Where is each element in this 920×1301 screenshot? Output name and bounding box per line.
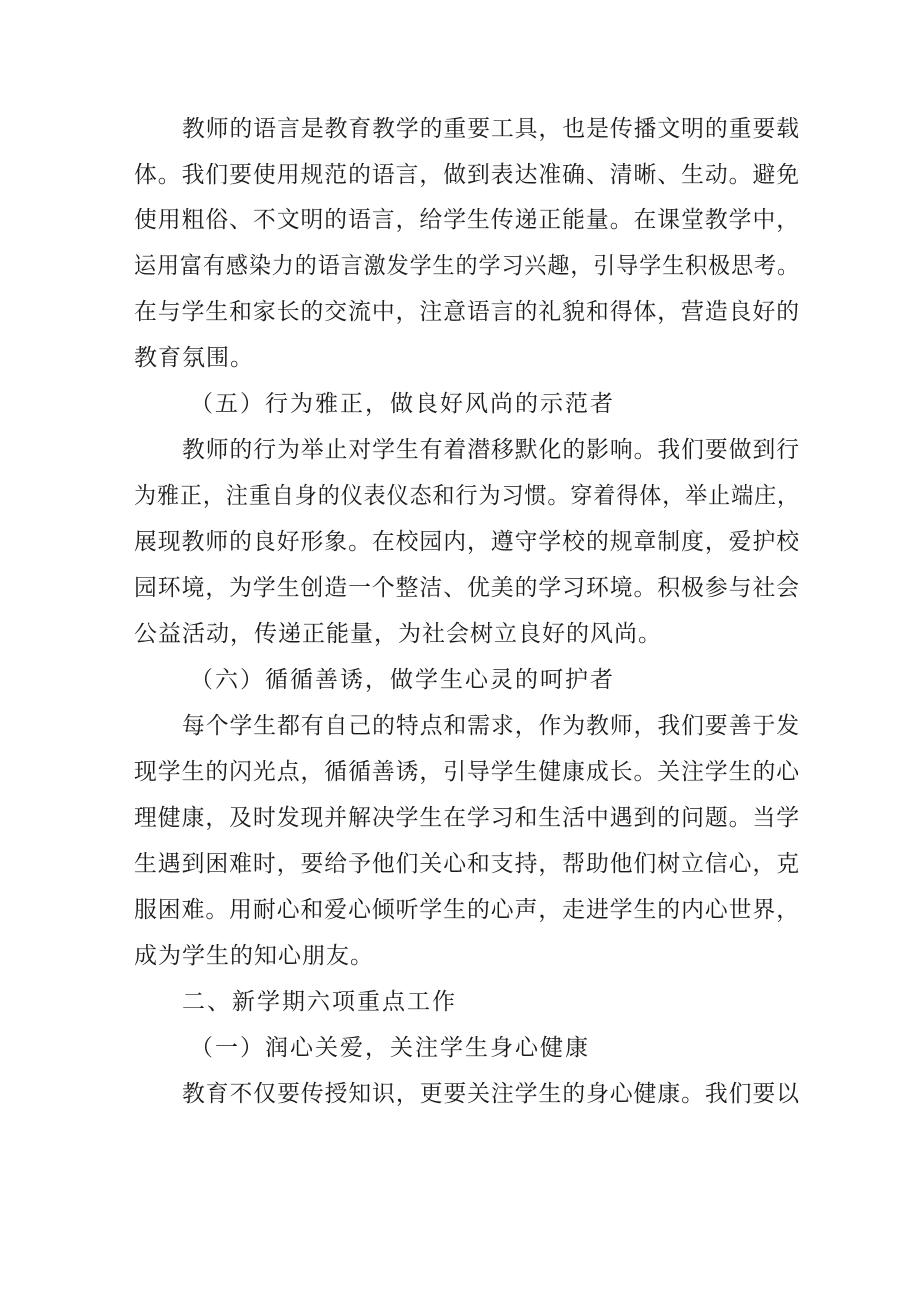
paragraph-line: 公益活动，传递正能量，为社会树立良好的风尚。	[134, 621, 662, 647]
section-heading: （六）循循善诱，做学生心灵的呵护者	[190, 667, 615, 693]
paragraph-line: 运用富有感染力的语言激发学生的学习兴趣，引导学生积极思考。	[134, 253, 801, 279]
paragraph-line: 教师的行为举止对学生有着潜移默化的影响。我们要做到行	[182, 437, 801, 463]
paragraph-line: 展现教师的良好形象。在校园内，遵守学校的规章制度，爱护校	[134, 529, 801, 555]
paragraph-line: 园环境，为学生创造一个整洁、优美的学习环境。积极参与社会	[134, 575, 801, 601]
paragraph-line: 每个学生都有自己的特点和需求，作为教师，我们要善于发	[182, 713, 801, 739]
paragraph-line: 为雅正，注重自身的仪表仪态和行为习惯。穿着得体，举止端庄，	[134, 483, 801, 509]
paragraph-line: 教育氛围。	[134, 345, 254, 371]
paragraph-line: 成为学生的知心朋友。	[134, 943, 374, 969]
paragraph-line: 生遇到困难时，要给予他们关心和支持，帮助他们树立信心，克	[134, 851, 801, 877]
chapter-heading: 二、新学期六项重点工作	[182, 989, 457, 1015]
paragraph-line: 服困难。用耐心和爱心倾听学生的心声，走进学生的内心世界，	[134, 897, 801, 923]
paragraph-line: 教师的语言是教育教学的重要工具，也是传播文明的重要载	[182, 116, 801, 142]
paragraph-line: 教育不仅要传授知识，更要关注学生的身心健康。我们要以	[182, 1081, 801, 1107]
paragraph-line: 体。我们要使用规范的语言，做到表达准确、清晰、生动。避免	[134, 162, 801, 188]
paragraph-line: 理健康，及时发现并解决学生在学习和生活中遇到的问题。当学	[134, 805, 801, 831]
paragraph-line: 现学生的闪光点，循循善诱，引导学生健康成长。关注学生的心	[134, 759, 801, 785]
paragraph-line: 使用粗俗、不文明的语言，给学生传递正能量。在课堂教学中，	[134, 207, 801, 233]
paragraph-line: 在与学生和家长的交流中，注意语言的礼貌和得体，营造良好的	[134, 299, 801, 325]
section-heading: （一）润心关爱，关注学生身心健康	[190, 1035, 590, 1061]
section-heading: （五）行为雅正，做良好风尚的示范者	[190, 391, 615, 417]
